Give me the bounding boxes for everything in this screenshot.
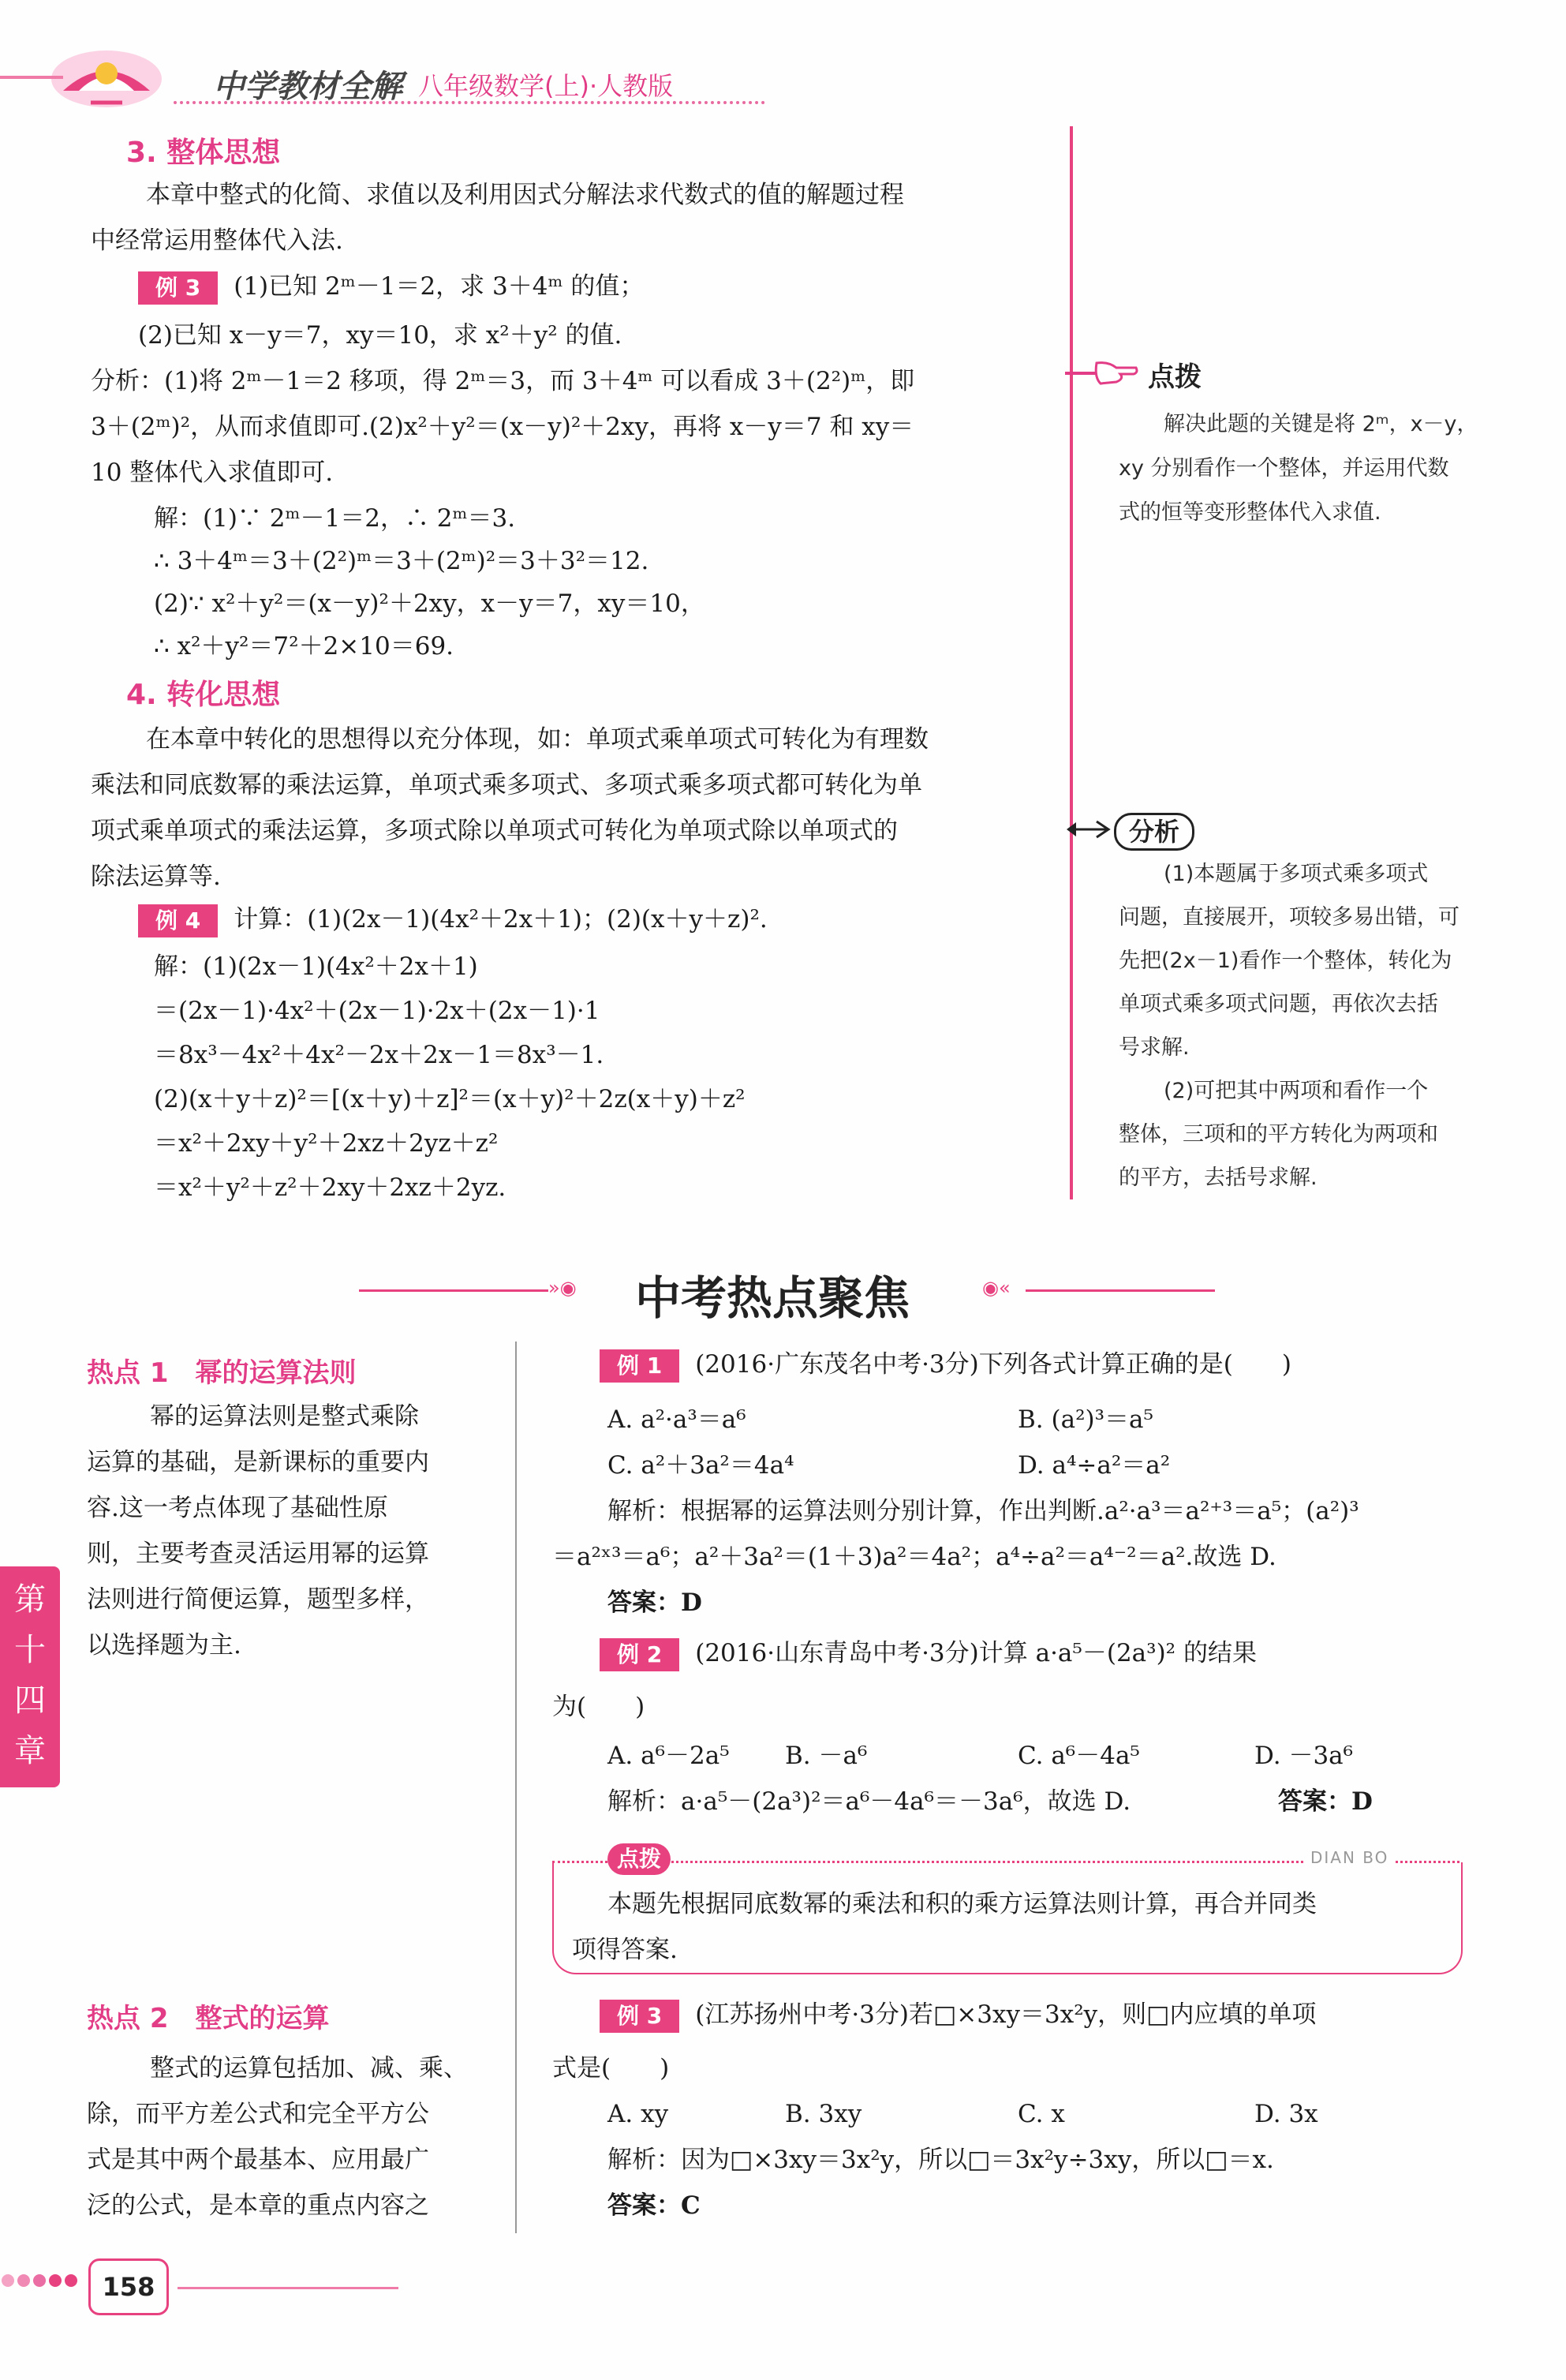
- chapter-tab-char-1: 第: [14, 1581, 46, 1618]
- exam-1-analysis-1: 解析：根据幂的运算法则分别计算，作出判断.a²·a³＝a²⁺³＝a⁵；(a²)³: [607, 1497, 1359, 1525]
- header-book-title: 中学教材全解: [213, 69, 402, 105]
- exam-2-tag: 例 2: [600, 1638, 679, 1671]
- hot-1-line-6: 以选择题为主.: [87, 1631, 241, 1660]
- banner-right-rule: [1026, 1289, 1215, 1292]
- exam-3-tag: 例 3: [600, 2000, 679, 2033]
- section-3-intro-1: 本章中整式的化简、求值以及利用因式分解法求代数式的值的解题过程: [146, 181, 904, 209]
- chapter-tab-char-4: 章: [14, 1733, 46, 1769]
- section-4-intro-1: 在本章中转化的思想得以充分体现，如：单项式乘单项式可转化为有理数: [146, 725, 929, 754]
- hot-1-title: 热点 1 幂的运算法则: [87, 1357, 357, 1389]
- exam-3-option-a: A. xy: [607, 2100, 669, 2128]
- exam-3-answer: 答案：C: [607, 2191, 701, 2220]
- hot-1-line-4: 则，主要考查灵活运用幂的运算: [87, 1540, 429, 1568]
- side-note-2-line-5: 号求解.: [1119, 1035, 1190, 1060]
- exam-2-question: (2016·山东青岛中考·3分)计算 a·a⁵－(2a³)² 的结果: [695, 1639, 1257, 1667]
- exam-1-stem: [600, 1342, 1291, 1387]
- exam-1-tag: 例 1: [600, 1349, 679, 1383]
- example-3-analysis-1: 分析：(1)将 2ᵐ－1＝2 移项，得 2ᵐ＝3，而 3＋4ᵐ 可以看成 3＋(2²)ᵐ，即: [91, 367, 915, 395]
- side-note-1-title: 点拨: [1148, 361, 1202, 393]
- exam-3-option-b: B. 3xy: [785, 2100, 862, 2128]
- hot-2-line-2: 除，而平方差公式和完全平方公: [87, 2100, 429, 2128]
- hot-1-line-2: 运算的基础，是新课标的重要内: [87, 1448, 429, 1476]
- tip-box-line-1: 本题先根据同底数幂的乘法和积的乘方运算法则计算，再合并同类: [607, 1890, 1317, 1918]
- hot-1-line-1: 幂的运算法则是整式乘除: [150, 1402, 419, 1431]
- tip-box-line-2: 项得答案.: [572, 1936, 678, 1964]
- tip-box-en: DIAN BO: [1306, 1848, 1393, 1867]
- exam-2-option-a: A. a⁶－2a⁵: [607, 1742, 730, 1770]
- section-3-intro-2: 中经常运用整体代入法.: [91, 226, 343, 255]
- example-4-solution-4: (2)(x＋y＋z)²＝[(x＋y)＋z]²＝(x＋y)²＋2z(x＋y)＋z²: [154, 1085, 746, 1113]
- arrow-left-icon: [1065, 818, 1112, 841]
- exam-2-answer: 答案：D: [1278, 1787, 1373, 1816]
- exam-1-option-a: A. a²·a³＝a⁶: [607, 1405, 746, 1434]
- footer-dots: [0, 2273, 87, 2288]
- banner-title: 中考热点聚焦: [635, 1271, 910, 1325]
- header-edition: 八年级数学(上)·人教版: [418, 71, 674, 101]
- side-note-2-line-8: 的平方，去括号求解.: [1119, 1166, 1317, 1190]
- side-note-2-line-7: 整体，三项和的平方转化为两项和: [1119, 1122, 1438, 1147]
- hot-2-title: 热点 2 整式的运算: [87, 2003, 330, 2034]
- exam-2-analysis: 解析：a·a⁵－(2a³)²＝a⁶－4a⁶＝－3a⁶，故选 D.: [607, 1787, 1131, 1816]
- example-3-question-2: (2)已知 x－y＝7，xy＝10，求 x²＋y² 的值.: [138, 321, 622, 350]
- exam-1-option-b: B. (a²)³＝a⁵: [1018, 1405, 1153, 1434]
- exam-3-question: (江苏扬州中考·3分)若□×3xy＝3x²y，则□内应填的单项: [695, 2000, 1317, 2029]
- side-note-2-title: 分析: [1114, 813, 1194, 851]
- footer-rule: [178, 2287, 398, 2289]
- banner-right-arrows: ◉«: [982, 1277, 1011, 1299]
- banner-left-arrows: »◉: [548, 1277, 577, 1299]
- exam-3-option-c: C. x: [1018, 2100, 1065, 2128]
- example-4-line: [138, 896, 768, 942]
- side-note-2-line-4: 单项式乘多项式问题，再依次去括: [1119, 992, 1438, 1016]
- hot-2-line-3: 式是其中两个最基本、应用最广: [87, 2146, 429, 2174]
- column-divider: [1070, 126, 1073, 1199]
- example-4-solution-6: ＝x²＋y²＋z²＋2xy＋2xz＋2yz.: [154, 1173, 506, 1202]
- exam-2-option-b: B. －a⁶: [785, 1742, 868, 1770]
- chapter-tab-char-2: 十: [14, 1632, 46, 1668]
- exam-1-question: (2016·广东茂名中考·3分)下列各式计算正确的是( ): [695, 1350, 1291, 1379]
- tip-box-label: 点拨: [607, 1843, 671, 1875]
- exam-3-analysis: 解析：因为□×3xy＝3x²y，所以□＝3x²y÷3xy，所以□＝x.: [607, 2146, 1274, 2174]
- exam-1-answer: 答案：D: [607, 1589, 702, 1617]
- pointing-hand-icon: [1061, 354, 1140, 393]
- side-note-2-line-2: 问题，直接展开，项较多易出错，可: [1119, 905, 1459, 930]
- example-3-solution-1: 解：(1)∵ 2ᵐ－1＝2，∴ 2ᵐ＝3.: [154, 504, 516, 533]
- hot-1-line-3: 容.这一考点体现了基础性原: [87, 1494, 388, 1522]
- side-note-2-line-1: (1)本题属于多项式乘多项式: [1164, 862, 1429, 886]
- exam-2-option-c: C. a⁶－4a⁵: [1018, 1742, 1140, 1770]
- header-rule: [0, 76, 63, 79]
- hot-1-line-5: 法则进行简便运算，题型多样，: [87, 1585, 429, 1614]
- section-4-intro-3: 项式乘单项式的乘法运算，多项式除以单项式可转化为单项式除以单项式的: [91, 817, 898, 845]
- exam-2-stem-1: [600, 1630, 1257, 1676]
- example-3-solution-4: ∴ x²＋y²＝7²＋2×10＝69.: [154, 632, 454, 660]
- example-3-question-1: (1)已知 2ᵐ－1＝2，求 3＋4ᵐ 的值；: [234, 272, 645, 301]
- section-4-title: 4. 转化思想: [126, 679, 281, 711]
- chapter-tab-char-3: 四: [14, 1682, 46, 1719]
- example-3-solution-3: (2)∵ x²＋y²＝(x－y)²＋2xy，x－y＝7，xy＝10，: [154, 589, 705, 618]
- page-number: 158: [88, 2258, 169, 2315]
- side-note-2-line-3: 先把(2x－1)看作一个整体，转化为: [1119, 949, 1452, 973]
- hot-column-divider: [515, 1342, 517, 2233]
- chapter-tab-label: [6, 1574, 54, 1776]
- example-3-line-1: [138, 264, 644, 309]
- example-3-tag: 例 3: [138, 271, 218, 305]
- side-note-1-line-2: xy 分别看作一个整体，并运用代数: [1119, 456, 1449, 481]
- header-dotted-rule: [174, 101, 765, 104]
- exam-3-stem-2: 式是( ): [552, 2054, 670, 2082]
- banner-left-rule: [359, 1289, 548, 1292]
- example-4-solution-1: 解：(1)(2x－1)(4x²＋2x＋1): [154, 952, 478, 981]
- side-note-1-line-3: 式的恒等变形整体代入求值.: [1119, 500, 1381, 525]
- section-3-title: 3. 整体思想: [126, 137, 281, 169]
- logo-badge-icon: [47, 36, 166, 110]
- example-3-analysis-3: 10 整体代入求值即可.: [91, 458, 334, 487]
- exam-1-option-c: C. a²＋3a²＝4a⁴: [607, 1451, 794, 1480]
- example-4-solution-2: ＝(2x－1)·4x²＋(2x－1)·2x＋(2x－1)·1: [154, 997, 600, 1025]
- header: [0, 0, 1566, 118]
- hot-2-line-4: 泛的公式，是本章的重点内容之: [87, 2191, 429, 2220]
- exam-1-option-d: D. a⁴÷a²＝a²: [1018, 1451, 1171, 1480]
- side-note-2-line-6: (2)可把其中两项和看作一个: [1164, 1079, 1429, 1103]
- hot-2-line-1: 整式的运算包括加、减、乘、: [150, 2054, 468, 2082]
- section-4-intro-4: 除法运算等.: [91, 863, 221, 891]
- exam-1-analysis-2: ＝a²ˣ³＝a⁶；a²＋3a²＝(1＋3)a²＝4a²；a⁴÷a²＝a⁴⁻²＝a².故选 D.: [552, 1543, 1276, 1571]
- exam-2-stem-2: 为( ): [552, 1693, 645, 1721]
- side-note-1-line-1: 解决此题的关键是将 2ᵐ，x－y，: [1164, 412, 1478, 436]
- example-4-solution-3: ＝8x³－4x²＋4x²－2x＋2x－1＝8x³－1.: [154, 1041, 604, 1069]
- example-4-tag: 例 4: [138, 904, 218, 937]
- example-4-question: 计算：(1)(2x－1)(4x²＋2x＋1)；(2)(x＋y＋z)².: [234, 905, 768, 934]
- example-3-analysis-2: 3＋(2ᵐ)²，从而求值即可.(2)x²＋y²＝(x－y)²＋2xy，再将 x－y＝7 和 xy＝: [91, 413, 914, 441]
- exam-3-stem-1: [600, 1992, 1316, 2038]
- exam-2-option-d: D. －3a⁶: [1254, 1742, 1354, 1770]
- exam-3-option-d: D. 3x: [1254, 2100, 1318, 2128]
- section-4-intro-2: 乘法和同底数幂的乘法运算，单项式乘多项式、多项式乘多项式都可转化为单: [91, 771, 922, 799]
- example-3-solution-2: ∴ 3＋4ᵐ＝3＋(2²)ᵐ＝3＋(2ᵐ)²＝3＋3²＝12.: [154, 547, 649, 575]
- example-4-solution-5: ＝x²＋2xy＋y²＋2xz＋2yz＋z²: [154, 1129, 499, 1158]
